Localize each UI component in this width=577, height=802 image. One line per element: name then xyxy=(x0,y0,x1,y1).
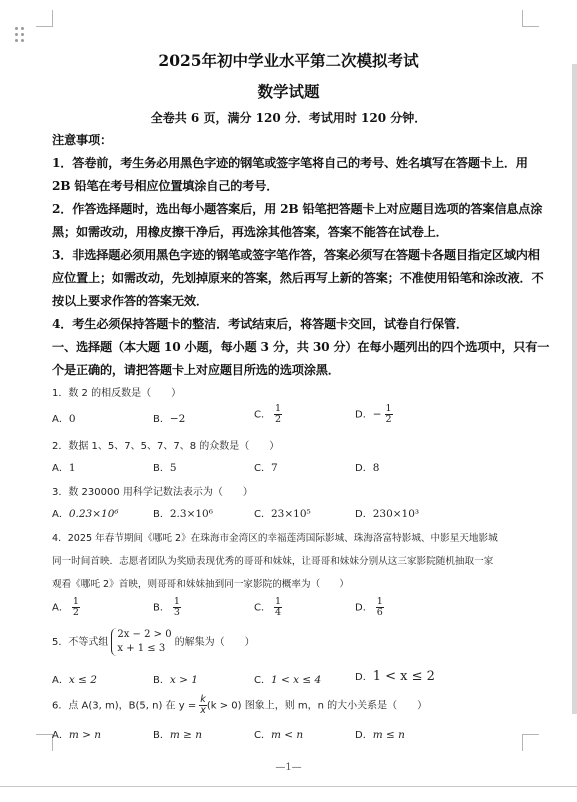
notice-line: 2B 铅笔在考号相应位置填涂自己的考号． xyxy=(52,179,279,193)
question-6-stem: 6．点 A(3, m)，B(5, n) 在 y = $\frac{k}{x}$ (k > 0) 图象上，则 m，n 的大小关系是（ ） xyxy=(52,694,428,716)
question-4-stem-line: 观看《哪吒 2》首映，则哥哥和妹妹抽到同一家影院的概率为（ ） xyxy=(52,579,349,590)
q1-option-a: A．0 xyxy=(52,413,76,425)
crop-mark-bottom-right xyxy=(522,734,539,751)
scrollbar[interactable] xyxy=(572,64,577,714)
q3-option-b: B．2.3×10⁶ xyxy=(153,508,213,520)
q4-option-c: C． $\frac{1}{4}$ xyxy=(254,596,282,618)
notice-line: 按以上要求作答的答案无效． xyxy=(52,294,208,308)
crop-mark-bottom-left xyxy=(36,734,53,751)
notice-line: 3．非选择题必须用黑色字迹的钢笔或签字笔作答，答案必须写在答题卡各题目指定区域内相 xyxy=(52,248,540,262)
section-heading: 个是正确的，请把答题卡上对应题目所选的选项涂黑． xyxy=(52,363,340,377)
q1-option-d: D．− $\frac{1}{2}$ xyxy=(355,403,392,425)
page-bottom-border xyxy=(0,786,577,787)
question-4-stem-line: 同一时间首映．志愿者团队为奖励表现优秀的哥哥和妹妹，让哥哥和妹妹分别从这三家影院随机抽取一家 xyxy=(52,556,494,567)
section-heading: 一、选择题（本大题 10 小题，每小题 3 分，共 30 分）在每小题列出的四个选项中，只有一 xyxy=(52,340,550,354)
notice-line: 应位置上；如需改动，先划掉原来的答案，然后再写上新的答案；不准使用铅笔和涂改液．不 xyxy=(52,271,544,285)
q4-option-d: D． $\frac{1}{6}$ xyxy=(355,596,383,618)
crop-mark-top-left xyxy=(36,10,53,27)
question-5-stem: 5．不等式组 2x − 2 > 0 x + 1 ≤ 3 的解集为（ ） xyxy=(52,629,255,654)
notice-heading: 注意事项： xyxy=(52,133,112,147)
q2-option-a: A．1 xyxy=(52,462,76,474)
q4-option-b: B． $\frac{1}{3}$ xyxy=(153,596,180,618)
q1-option-b: B．−2 xyxy=(153,413,186,425)
q6-option-b: B．m ≥ n xyxy=(153,729,203,741)
question-3-stem: 3．数 230000 用科学记数法表示为（ ） xyxy=(52,487,253,498)
question-2-stem: 2．数据 1、5、7、5、7、7、8 的众数是（ ） xyxy=(52,441,280,452)
q2-option-c: C．7 xyxy=(254,462,278,474)
q5-option-a: A．x ≤ 2 xyxy=(52,674,97,686)
q3-option-a: A．0.23×10⁶ xyxy=(52,508,119,520)
inequality-system: 2x − 2 > 0 x + 1 ≤ 3 xyxy=(111,628,171,656)
notice-line: 2．作答选择题时，选出每小题答案后，用 2B 铅笔把答题卡上对应题目选项的答案信息点涂 xyxy=(52,202,543,216)
exam-title: 2025年初中学业水平第二次模拟考试 xyxy=(158,51,419,70)
q6-option-a: A．m > n xyxy=(52,729,102,741)
drag-handle-icon[interactable] xyxy=(15,27,27,43)
q6-option-d: D．m ≤ n xyxy=(355,729,405,741)
q5-option-c: C．1 < x ≤ 4 xyxy=(254,674,322,686)
q5-option-b: B．x > 1 xyxy=(153,674,198,686)
notice-line: 4．考生必须保持答题卡的整洁．考试结束后，将答题卡交回，试卷自行保管． xyxy=(52,317,468,331)
page-number: —1— xyxy=(275,762,302,773)
q3-option-d: D．230×10³ xyxy=(355,508,420,520)
crop-mark-top-right xyxy=(522,10,539,27)
notice-line: 黑；如需改动，用橡皮擦干净后，再选涂其他答案，答案不能答在试卷上． xyxy=(52,225,448,239)
notice-line: 1．答卷前，考生务必用黑色字迹的钢笔或签字笔将自己的考号、姓名填写在答题卡上．用 xyxy=(52,156,528,170)
question-4-stem-line: 4．2025 年春节期间《哪吒 2》在珠海市金湾区的幸福莲湾国际影城、珠海洛富特影城、中影星天地影城 xyxy=(52,533,498,544)
q3-option-c: C．23×10⁵ xyxy=(254,508,311,520)
q2-option-b: B．5 xyxy=(153,462,177,474)
q4-option-a: A． $\frac{1}{2}$ xyxy=(52,596,79,618)
q1-option-c: C． $\frac{1}{2}$ xyxy=(254,403,282,425)
question-1-stem: 1．数 2 的相反数是（ ） xyxy=(52,388,182,399)
exam-info: 全卷共 6 页，满分 120 分．考试用时 120 分钟． xyxy=(150,111,427,125)
q6-option-c: C．m < n xyxy=(254,729,304,741)
q5-option-d: D．1 < x ≤ 2 xyxy=(355,669,435,684)
q2-option-d: D．8 xyxy=(355,462,380,474)
exam-subtitle: 数学试题 xyxy=(257,82,320,101)
